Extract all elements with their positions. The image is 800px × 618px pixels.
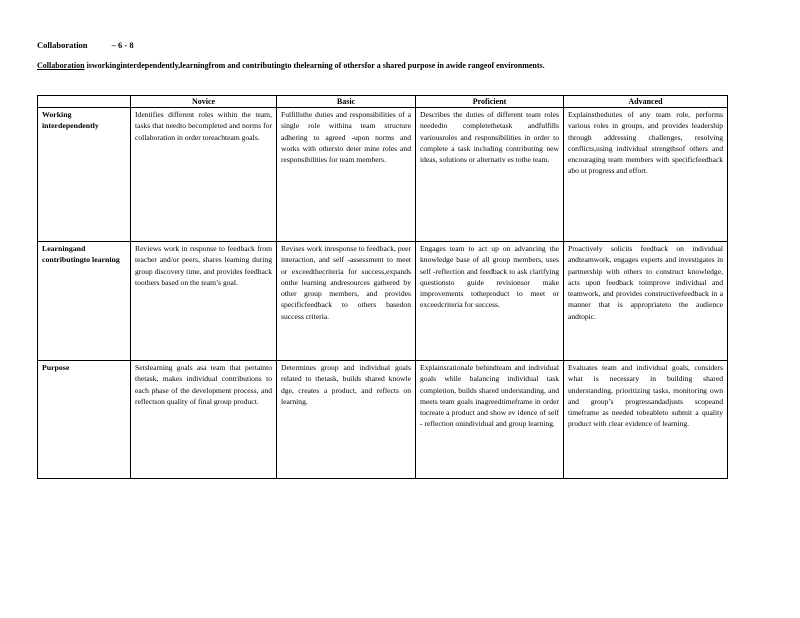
cell-advanced: Evaluates team and individual goals, considers what is necessary in building shared understanding, prioritizing tasks, monitoring own and group’s progressandadjusts scopeand timeframe as needed tobeableto submit a quality product with clear evidence of learning. [564,361,728,479]
criterion-purpose: Purpose [38,361,131,479]
level-advanced: Advanced [564,96,728,108]
intro-definition [37,59,727,72]
corner-cell [38,96,131,108]
grade-range: – 6 - 8 [111,40,134,50]
criterion-working-interdependently: Working interdependently [38,108,131,242]
table-row [38,361,728,479]
cell-basic: Fulfillsthe duties and responsibilities of a single role withina team structure adhering to agreed -upon norms and works with othersto deter mine roles and responsibilities for team members. [277,108,416,242]
criterion-learning-and-contributing: Learningand contributingto learning [38,242,131,361]
level-basic: Basic [277,96,416,108]
cell-proficient: Describes the duties of different team roles neededto completethetask andfulfills variousroles and responsibilities in order to complete a task including contributing new ideas, solutions or alternativ es tothe team. [416,108,564,242]
cell-novice: Setslearning goals asa team that pertainto thetask, makes individual contributions to each phase of the development process, and reflectson quality of final group product. [131,361,277,479]
intro-term: Collaboration [37,61,85,70]
cell-novice: Identifies different roles within the team, tasks that needto becompleted and norms for collaboration in order toreachteam goals. [131,108,277,242]
cell-advanced: Explainstheduties of any team role, performs various roles in groups, and provides leadership through addressing challenges, resolving conflicts,using individual strengthsof others and encouraging team members with specificfeedback abo ut progress and effort. [564,108,728,242]
table-row [38,242,728,361]
cell-basic: Determines group and individual goals related to thetask, builds shared knowle dge, creates a product, and reflects on learning. [277,361,416,479]
cell-basic: Revises work inresponse to feedback, peer interaction, and self -assessment to meet or exceedthecriteria for success,expands onthe learning andresources gathered by other group members, and provides specificfeedback to others basedon success criteria. [277,242,416,361]
cell-advanced: Proactively solicits feedback on individual andteamwork, engages experts and investigates in partnership with others to construct knowledge, acts upon feedback toimprove individual and teamwork, and provides constructivefeedback in a manner that is appropriateto the audience andtopic. [564,242,728,361]
level-proficient: Proficient [416,96,564,108]
cell-proficient: Engages team to act up on advancing the knowledge base of all group members, uses self -reflection and feedback to ask clarifying questionsto guide revisionsor make improvements totheproduct to meet or exceedcriteria for success. [416,242,564,361]
cell-novice: Reviews work in response to feedback from teacher and/or peers, shares learning during group discovery time, and provides feedback toothers based on the team’s goal. [131,242,277,361]
intro-text: isworkinginterdependently,learningfrom and contributingto thelearning of othersfor a shared purpose in awide rangeof environments. [86,61,545,70]
cell-proficient: Explainsrationale behindteam and individual goals while balancing individual task completion, builds shared understanding, and meets team goals inagreedtimeframe in order tocreate a product and show ev idence of self - reflection onindividual and group learning. [416,361,564,479]
level-novice: Novice [131,96,277,108]
table-row [38,108,728,242]
page-title [37,40,134,50]
title-text: Collaboration [37,40,88,50]
header-row [38,96,728,108]
rubric-table [37,95,728,479]
